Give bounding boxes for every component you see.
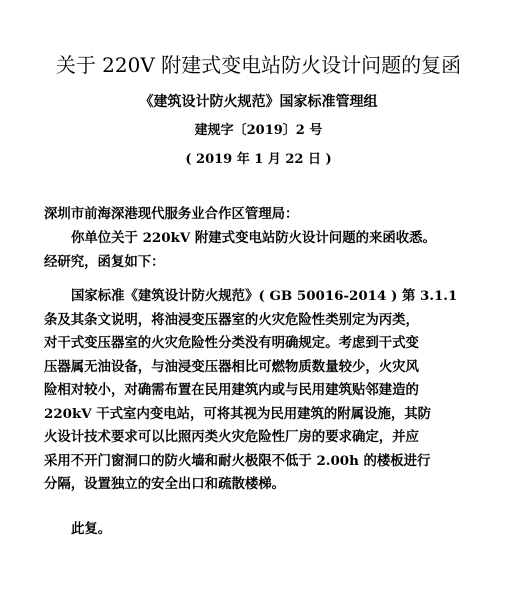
issuer-line: 《建筑设计防火规范》国家标准管理组 <box>139 94 378 110</box>
paragraph-line: 你单位关于 220kV 附建式变电站防火设计问题的来函收悉。 <box>71 230 436 246</box>
paragraph-line: 分隔，设置独立的安全出口和疏散楼梯。 <box>44 476 286 492</box>
paragraph-line: 采用不开门窗洞口的防火墙和耐火极限不低于 2.00h 的楼板进行 <box>44 452 431 469</box>
document-title: 关于 220V 附建式变电站防火设计问题的复函 <box>55 53 462 77</box>
paragraph-reply-body <box>44 285 476 497</box>
document-number: 建规字〔2019〕2 号 <box>194 123 323 138</box>
paragraph-line: 火设计技术要求可以比照丙类火灾危险性厂房的要求确定，并应 <box>44 429 419 445</box>
addressee-line: 深圳市前海深港现代服务业合作区管理局： <box>44 206 299 222</box>
closing <box>44 518 476 542</box>
paragraph-line: 条及其条文说明，将油浸变压器室的火灾危险性类别定为丙类， <box>44 311 419 328</box>
paragraph-line: 压器属无油设备，与油浸变压器相比可燃物质数量较少，火灾风 <box>44 358 419 375</box>
paragraph-line: 220kV 干式室内变电站，可将其视为民用建筑的附属设施，其防 <box>44 405 432 422</box>
paragraph-line: 国家标准《建筑设计防火规范》( GB 50016-2014 ) 第 3.1.1 <box>71 288 458 304</box>
closing-line: 此复。 <box>71 521 112 537</box>
paragraph-acknowledgement <box>44 227 476 274</box>
paragraph-line: 险相对较小，对确需布置在民用建筑内或与民用建筑贴邻建造的 <box>44 382 419 398</box>
document-date: ( 2019 年 1 月 22 日 ) <box>185 152 332 167</box>
addressee <box>44 203 476 227</box>
paragraph-line: 经研究，函复如下： <box>44 253 165 270</box>
paragraph-line: 对干式变压器室的火灾危险性分类没有明确规定。考虑到干式变 <box>44 335 419 351</box>
